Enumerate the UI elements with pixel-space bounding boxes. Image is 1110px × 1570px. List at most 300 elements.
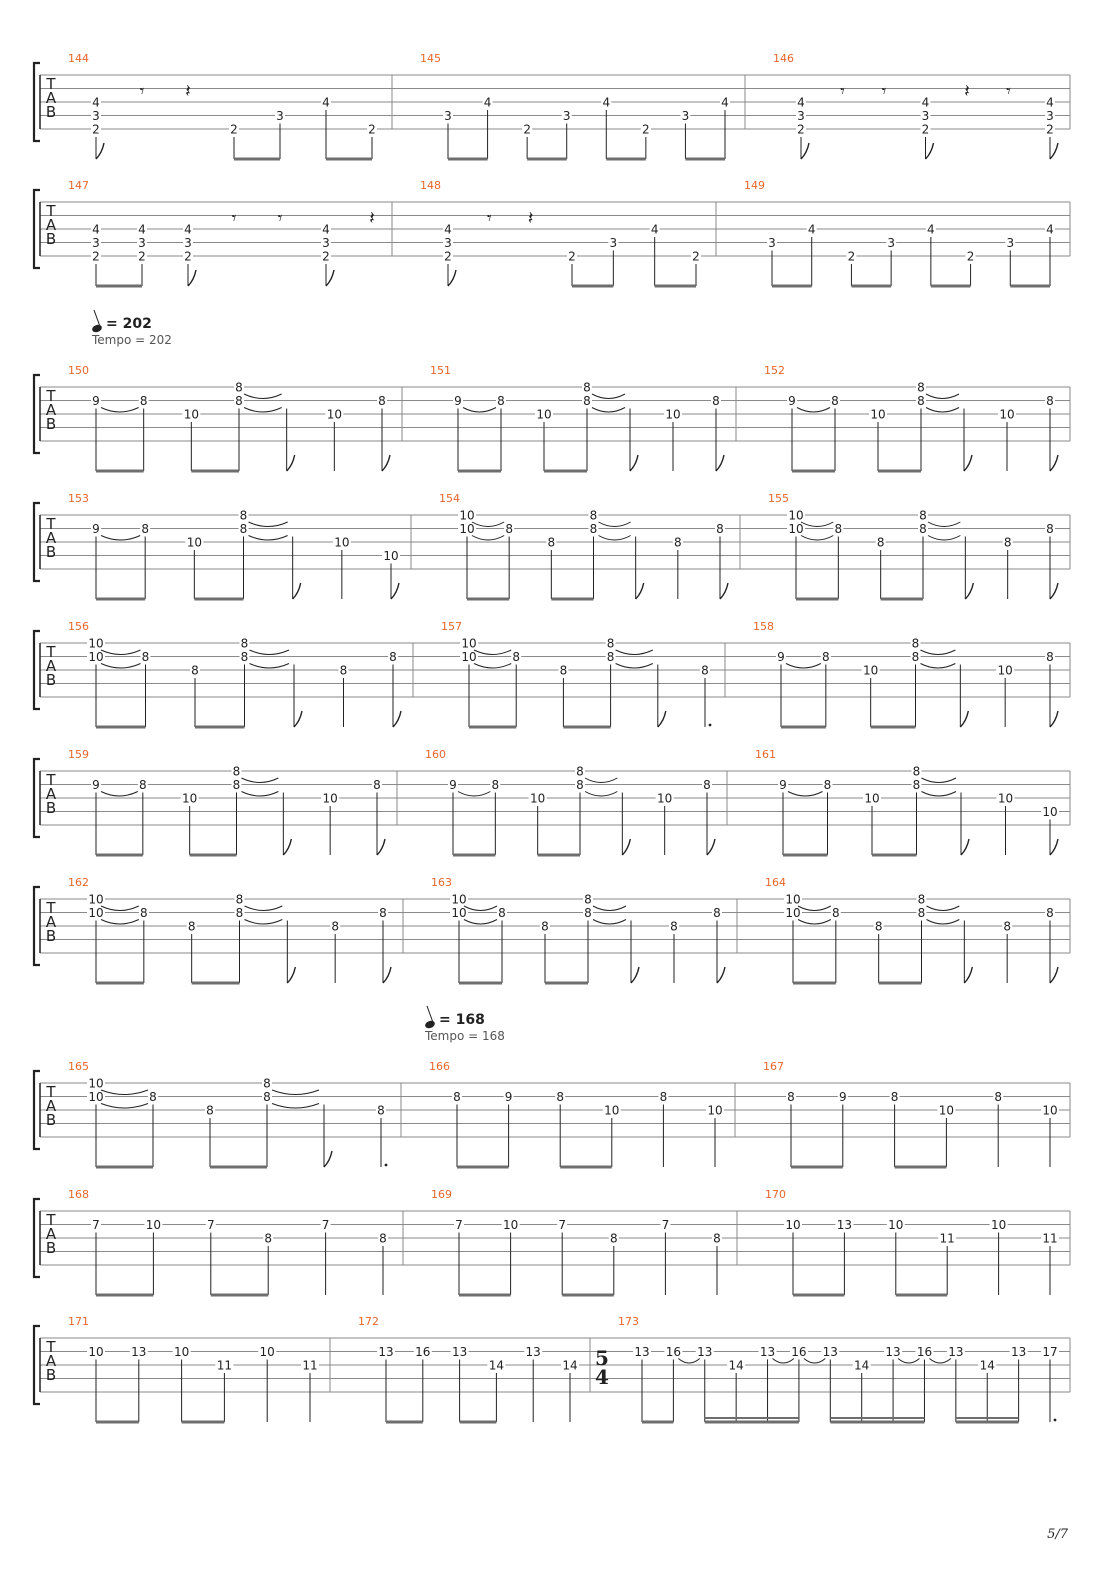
fret-number: 8 (239, 522, 248, 536)
fret-number: 8 (994, 1090, 1003, 1104)
eighth-rest-icon: 𝄾 (881, 81, 887, 102)
note-flag (283, 839, 291, 855)
fret-number: 8 (822, 650, 830, 664)
fret-number: 8 (141, 650, 150, 664)
fret-number: 10 (536, 407, 552, 422)
fret-number: 4 (322, 95, 330, 110)
tie (788, 792, 823, 797)
fret-number: 2 (797, 122, 805, 137)
tempo-text: Tempo = 168 (425, 1029, 505, 1043)
fret-number: 4 (483, 95, 492, 110)
measure-number: 150 (68, 364, 89, 377)
dot (709, 724, 712, 727)
fret-number: 2 (368, 122, 376, 137)
fret-number: 8 (140, 906, 148, 920)
tie (921, 664, 956, 669)
tie (244, 394, 282, 399)
quarter-rest-icon: 𝄽 (369, 208, 375, 229)
measure-number: 163 (431, 876, 452, 889)
fret-number: 4 (92, 95, 100, 110)
fret-number: 3 (921, 109, 930, 123)
measure-number: 170 (765, 1188, 786, 1201)
fret-number: 4 (921, 95, 930, 110)
fret-number: 8 (339, 663, 348, 678)
fret-number: 10 (530, 791, 546, 806)
fret-number: 14 (979, 1358, 995, 1373)
fret-number: 9 (449, 778, 457, 792)
fret-number: 8 (919, 522, 927, 536)
tab-clef-letter: B (45, 799, 57, 817)
measure-number: 158 (753, 620, 774, 633)
system-bracket (34, 63, 40, 141)
page-number: 5/7 (1047, 1527, 1068, 1542)
tie (101, 906, 139, 911)
quarter-rest-icon: 𝄽 (527, 208, 534, 229)
fret-number: 2 (92, 249, 100, 264)
fret-number: 14 (728, 1358, 744, 1373)
fret-number: 8 (263, 1090, 271, 1104)
fret-number: 8 (139, 778, 147, 792)
tie (101, 536, 140, 541)
fret-number: 17 (1042, 1345, 1058, 1359)
fret-number: 4 (1046, 95, 1054, 110)
fret-number: 13 (525, 1345, 541, 1359)
staff-system (34, 52, 1070, 159)
fret-number: 13 (451, 1345, 468, 1359)
fret-number: 10 (999, 407, 1015, 422)
tempo-value: = 202 (106, 316, 152, 332)
eighth-rest-icon: 𝄾 (277, 208, 283, 229)
fret-number: 8 (547, 535, 556, 550)
tie (249, 536, 288, 541)
fret-number: 16 (665, 1345, 682, 1359)
fret-number: 8 (589, 522, 598, 536)
fret-number: 2 (568, 249, 576, 264)
fret-number: 10 (322, 791, 338, 806)
fret-number: 13 (836, 1218, 853, 1232)
note-flag (1050, 967, 1058, 983)
fret-number: 2 (642, 122, 650, 137)
tie (599, 536, 631, 541)
fret-number: 3 (92, 236, 100, 250)
measure-number: 166 (429, 1060, 450, 1073)
fret-number: 10 (459, 508, 475, 523)
system-bracket (34, 759, 40, 837)
fret-number: 13 (634, 1345, 650, 1359)
tab-clef-letter: A (45, 657, 57, 675)
fret-number: 10 (461, 650, 477, 664)
tie (250, 650, 290, 655)
tie (101, 1104, 148, 1109)
quarter-note-icon (424, 1020, 436, 1030)
note-flag (96, 143, 104, 159)
tie (616, 664, 653, 669)
fret-number: 8 (379, 1231, 387, 1246)
system-bracket (34, 190, 40, 268)
fret-number: 9 (838, 1090, 847, 1104)
fret-number: 8 (378, 394, 386, 408)
fret-number: 10 (785, 906, 801, 920)
fret-number: 8 (584, 906, 592, 920)
note-flag (926, 143, 934, 159)
note-flag (964, 967, 972, 983)
fret-number: 10 (183, 407, 199, 422)
fret-number: 10 (1042, 805, 1058, 819)
fret-number: 8 (609, 1231, 618, 1246)
staff-system (34, 876, 1070, 983)
fret-number: 11 (302, 1358, 318, 1373)
fret-number: 8 (917, 380, 925, 395)
tab-clef-letter: T (46, 75, 56, 93)
fret-number: 16 (791, 1345, 807, 1359)
fret-number: 4 (92, 222, 100, 237)
fret-number: 8 (584, 892, 592, 907)
fret-number: 8 (716, 522, 724, 536)
fret-number: 10 (88, 1076, 104, 1091)
tie (798, 920, 831, 925)
fret-number: 8 (498, 906, 506, 920)
fret-number: 8 (453, 1090, 461, 1104)
system-bracket (34, 1071, 40, 1149)
tab-clef-letter: A (45, 216, 57, 234)
fret-number: 8 (1046, 522, 1054, 536)
fret-number: 8 (191, 663, 199, 678)
fret-number: 10 (788, 522, 804, 536)
fret-number: 2 (966, 249, 975, 264)
measure-number: 144 (68, 52, 89, 65)
tie (101, 1090, 148, 1095)
tie (929, 1359, 950, 1364)
measure-number: 155 (768, 492, 789, 505)
note-flag (964, 455, 972, 471)
fret-number: 8 (149, 1090, 157, 1104)
fret-number: 8 (187, 919, 196, 934)
fret-number: 9 (454, 394, 462, 408)
fret-number: 4 (927, 222, 935, 237)
fret-number: 8 (876, 535, 885, 550)
fret-number: 4 (1046, 222, 1054, 237)
measure-number: 169 (431, 1188, 452, 1201)
note-flag (1050, 143, 1058, 159)
fret-number: 8 (583, 394, 591, 408)
measure-number: 149 (744, 179, 765, 192)
fret-number: 10 (326, 407, 342, 422)
fret-number: 8 (701, 663, 709, 678)
note-flag (631, 967, 639, 983)
fret-number: 10 (864, 791, 880, 806)
tie (249, 522, 288, 527)
staff-system (34, 364, 1070, 471)
fret-number: 10 (451, 892, 467, 907)
fret-number: 8 (512, 650, 521, 664)
fret-number: 10 (785, 1218, 801, 1232)
fret-number: 10 (785, 892, 801, 907)
system-bracket (34, 503, 40, 581)
measure-number: 157 (441, 620, 462, 633)
fret-number: 8 (917, 892, 926, 907)
fret-number: 7 (321, 1218, 330, 1232)
dot (1054, 1419, 1057, 1422)
fret-number: 10 (888, 1218, 904, 1232)
tab-clef-letter: T (46, 515, 56, 533)
measure-number: 168 (68, 1188, 89, 1201)
note-flag (630, 455, 638, 471)
fret-number: 8 (606, 650, 615, 664)
tie (245, 906, 283, 911)
fret-number: 3 (184, 236, 192, 250)
fret-number: 3 (681, 109, 690, 123)
fret-number: 8 (606, 636, 615, 651)
tie (472, 522, 504, 527)
fret-number: 8 (912, 764, 921, 779)
tab-clef-letter: T (46, 1211, 56, 1229)
tie (101, 650, 141, 655)
measure-number: 165 (68, 1060, 89, 1073)
fret-number: 8 (831, 394, 839, 408)
tie (801, 536, 833, 541)
tie (585, 778, 617, 783)
tie (101, 664, 141, 669)
dot (385, 1164, 388, 1167)
fret-number: 8 (917, 394, 925, 408)
fret-number: 3 (1006, 236, 1015, 250)
fret-number: 8 (1046, 906, 1054, 920)
fret-number: 8 (659, 1090, 668, 1104)
fret-number: 2 (322, 249, 330, 264)
tab-clef-letter: T (46, 1338, 56, 1356)
fret-number: 3 (887, 236, 895, 250)
fret-number: 10 (604, 1103, 620, 1118)
fret-number: 3 (276, 109, 284, 123)
fret-number: 2 (692, 249, 700, 264)
tempo-marking-168 (425, 1012, 505, 1043)
fret-number: 4 (322, 222, 330, 237)
tie (927, 920, 960, 925)
tempo-value: = 168 (439, 1012, 485, 1028)
fret-number: 10 (938, 1103, 955, 1118)
tie (101, 792, 138, 797)
note-flag (293, 583, 301, 599)
note-flag (716, 455, 724, 471)
fret-number: 8 (541, 919, 549, 934)
time-signature-top: 5 (595, 1346, 609, 1370)
tie (474, 664, 511, 669)
fret-number: 10 (870, 407, 886, 422)
fret-number: 8 (712, 394, 720, 408)
tempo-text: Tempo = 202 (92, 333, 172, 347)
fret-number: 10 (997, 663, 1013, 678)
tab-clef-letter: T (46, 771, 56, 789)
fret-number: 9 (779, 778, 787, 792)
fret-number: 8 (556, 1090, 565, 1104)
fret-number: 10 (459, 522, 475, 536)
note-flag (717, 967, 725, 983)
fret-number: 13 (822, 1345, 838, 1359)
fret-number: 8 (589, 508, 598, 523)
note-flag (636, 583, 644, 599)
fret-number: 10 (334, 535, 350, 550)
note-flag (294, 711, 302, 727)
note-flag (1050, 455, 1058, 471)
note-flag (391, 583, 399, 599)
tie (678, 1359, 699, 1364)
measure-number: 161 (755, 748, 776, 761)
tab-clef-letter: T (46, 899, 56, 917)
tie (464, 920, 497, 925)
fret-number: 8 (834, 522, 843, 536)
eighth-rest-icon: 𝄾 (486, 208, 492, 229)
fret-number: 7 (92, 1218, 100, 1232)
fret-number: 4 (138, 222, 146, 237)
fret-number: 8 (576, 764, 584, 779)
measure-number: 148 (420, 179, 441, 192)
fret-number: 8 (264, 1231, 273, 1246)
fret-number: 13 (759, 1345, 776, 1359)
note-flag (287, 967, 295, 983)
tie (250, 664, 290, 669)
fret-number: 3 (444, 109, 452, 123)
measure-number: 154 (439, 492, 460, 505)
fret-number: 8 (373, 778, 381, 792)
fret-number: 8 (232, 778, 241, 792)
tie (272, 1090, 319, 1095)
fret-number: 8 (505, 522, 513, 536)
fret-number: 3 (322, 236, 330, 250)
tie (242, 792, 279, 797)
fret-number: 3 (562, 109, 571, 123)
tab-clef-letter: B (45, 103, 57, 121)
fret-number: 11 (939, 1231, 955, 1246)
tie (922, 778, 957, 783)
system-bracket (34, 1199, 40, 1277)
quarter-rest-icon: 𝄽 (185, 81, 191, 102)
fret-number: 10 (88, 650, 104, 664)
fret-number: 8 (331, 919, 339, 934)
fret-number: 2 (444, 249, 452, 264)
tie (593, 906, 626, 911)
eighth-rest-icon: 𝄾 (231, 208, 237, 229)
fret-number: 8 (917, 906, 926, 920)
note-flag (382, 455, 390, 471)
fret-number: 8 (235, 906, 244, 920)
fret-number: 4 (444, 222, 452, 237)
fret-number: 8 (576, 778, 584, 792)
note-flag (658, 711, 666, 727)
staff-system (34, 1315, 1070, 1422)
fret-number: 4 (602, 95, 611, 110)
note-flag (383, 967, 391, 983)
fret-number: 10 (657, 791, 673, 806)
tie (926, 394, 959, 399)
quarter-note-icon (91, 324, 103, 334)
fret-number: 10 (990, 1218, 1007, 1232)
tie (928, 536, 960, 541)
eighth-rest-icon: 𝄾 (139, 81, 145, 102)
measure-number: 162 (68, 876, 89, 889)
tie (245, 920, 283, 925)
fret-number: 13 (131, 1345, 147, 1359)
fret-number: 8 (911, 650, 920, 664)
fret-number: 8 (559, 663, 568, 678)
fret-number: 4 (797, 95, 805, 110)
fret-number: 2 (184, 249, 192, 264)
system-bracket (34, 887, 40, 965)
fret-number: 10 (707, 1103, 723, 1118)
measure-number: 164 (765, 876, 786, 889)
fret-number: 14 (854, 1358, 870, 1373)
system-bracket (34, 1326, 40, 1404)
fret-number: 14 (488, 1358, 505, 1373)
quarter-rest-icon: 𝄽 (964, 81, 970, 102)
note-flag (188, 270, 196, 286)
tie (593, 920, 626, 925)
tab-clef-letter: B (45, 671, 57, 689)
fret-number: 11 (1042, 1231, 1058, 1246)
note-flag (377, 839, 385, 855)
tempo-mark (425, 1012, 505, 1028)
fret-number: 10 (461, 636, 477, 651)
fret-number: 10 (88, 636, 104, 651)
tie (922, 792, 957, 797)
fret-number: 8 (703, 778, 711, 792)
staff-system (34, 1060, 1070, 1167)
tab-clef-letter: A (45, 529, 57, 547)
fret-number: 8 (235, 394, 243, 408)
fret-number: 8 (206, 1103, 214, 1118)
fret-number: 8 (713, 906, 721, 920)
fret-number: 3 (797, 109, 805, 123)
note-flag (1050, 711, 1058, 727)
fret-number: 8 (1046, 650, 1054, 664)
fret-number: 2 (1046, 122, 1054, 137)
measure-number: 171 (68, 1315, 89, 1328)
fret-number: 4 (184, 222, 192, 237)
tab-clef-letter: B (45, 415, 57, 433)
system-bracket (34, 375, 40, 453)
fret-number: 13 (378, 1345, 394, 1359)
tab-clef-letter: B (45, 927, 57, 945)
measure-number: 153 (68, 492, 89, 505)
fret-number: 9 (788, 394, 796, 408)
fret-number: 8 (713, 1231, 721, 1246)
tie (472, 536, 504, 541)
tie (804, 1359, 825, 1364)
tab-clef-letter: A (45, 1097, 57, 1115)
fret-number: 13 (1010, 1345, 1027, 1359)
measure-number: 173 (618, 1315, 639, 1328)
tab-clef-letter: A (45, 1225, 57, 1243)
fret-number: 8 (497, 394, 505, 408)
tie (801, 522, 833, 527)
note-flag (961, 839, 969, 855)
tab-clef-letter: A (45, 1352, 57, 1370)
tie (585, 792, 617, 797)
fret-number: 10 (173, 1345, 190, 1359)
fret-number: 8 (377, 1103, 385, 1118)
tie (592, 394, 625, 399)
fret-number: 8 (890, 1090, 899, 1104)
fret-number: 4 (650, 222, 659, 237)
fret-number: 2 (230, 122, 238, 137)
fret-number: 8 (1003, 919, 1011, 934)
fret-number: 10 (259, 1345, 275, 1359)
fret-number: 8 (787, 1090, 795, 1104)
fret-number: 3 (768, 236, 776, 250)
fret-number: 16 (415, 1345, 431, 1359)
staff-system (34, 1188, 1070, 1295)
fret-number: 8 (1003, 535, 1012, 550)
measure-number: 159 (68, 748, 89, 761)
